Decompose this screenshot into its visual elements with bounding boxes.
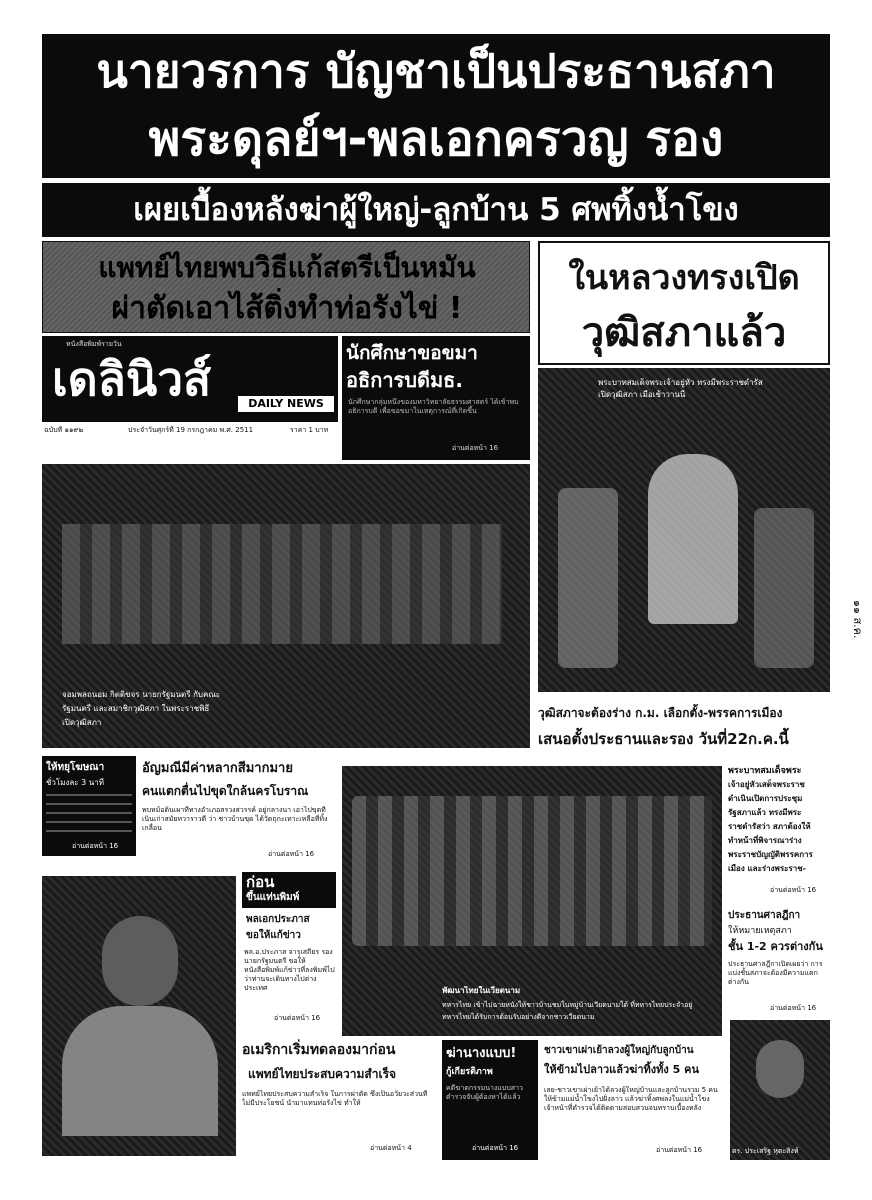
center-photo-caption-1: พัฒนาไทยในเวียดนาม (442, 986, 521, 995)
student-story-title-1: นักศึกษาขอขมา (346, 342, 478, 364)
main-photo-caption-3: เปิดวุฒิสภา (62, 718, 102, 727)
court-story (726, 906, 830, 1018)
before-press-continued: อ่านต่อหน้า 16 (274, 1014, 321, 1022)
treasure-story (140, 756, 338, 866)
portrait-right-caption: ดร. ประเสริฐ หุตะสิงห์ (732, 1147, 799, 1155)
main-photo-crowd (62, 524, 502, 644)
us-story-continued: อ่านต่อหน้า 4 (370, 1144, 412, 1152)
portrait-photo-right (730, 1020, 830, 1160)
right-story-line-6: ทำหน้าที่พิจารณาร่าง (728, 836, 802, 845)
masthead-issue: ฉบับที่ ๑๑๙๒ (44, 426, 84, 434)
villagers-story (542, 1040, 724, 1160)
ad-box-title-2: ชั่วโมงละ 3 นาที (46, 778, 105, 787)
ad-box-continued: อ่านต่อหน้า 16 (72, 842, 119, 850)
masthead (42, 336, 338, 422)
before-press-header (242, 872, 336, 908)
before-press-title-2: ขึ้นแท่นพิมพ์ (246, 892, 300, 903)
murder-box (442, 1040, 538, 1160)
headline-line-2: พระดุลย์ฯ-พลเอกครวญ รอง (148, 111, 724, 167)
right-story-continued: อ่านต่อหน้า 16 (770, 886, 817, 894)
villagers-story-continued: อ่านต่อหน้า 16 (656, 1146, 703, 1154)
treasure-story-body: พบหม้อดินเผาที่ทางอำเภอสรวงสวรรค์ อยู่กลางนา เอาไปขุดที่เนินเก่าสมัยทวาราวดี ว่า ชาวบ้านขุด ได้วัตถุกะเทาะเหลือที่ทิ้งเกลื่อน (142, 806, 328, 832)
student-story (342, 336, 530, 460)
right-story (726, 762, 830, 902)
left-banner-line-1: แพทย์ไทยพบวิธีแก้สตรีเป็นหมัน (98, 251, 476, 284)
right-story-line-5: ราชดำรัสว่า สภาต้องให้ (728, 822, 811, 831)
before-press-body: พล.อ.ประภาส จารุเสถียร รองนายกรัฐมนตรี ขอให้หนังสือพิมพ์แก้ข่าวที่ลงพิมพ์ไปว่าท่านจะเดินทางไปต่างประเทศ (244, 948, 335, 992)
throne-ornament (558, 488, 618, 668)
portrait-head (102, 916, 178, 1006)
right-story-line-2: เจ้าอยู่หัวเสด็จพระราช (728, 780, 805, 789)
throne-ornament-right (754, 508, 814, 668)
subheadline-block (42, 183, 830, 237)
senate-story-line-1: วุฒิสภาจะต้องร่าง ก.ม. เลือกตั้ง-พรรคการเมือง (538, 706, 783, 720)
murder-box-subtitle: กู้เกียรติภาพ (446, 1067, 493, 1077)
villagers-story-title-2: ให้ข้ามไปลาวแล้วฆ่าทิ้งทั้ง 5 คน (544, 1063, 699, 1076)
court-story-title-3: ชั้น 1-2 ควรต่างกัน (728, 940, 823, 953)
senate-story-line-2: เสนอตั้งประธานและรอง วันที่22ก.ค.นี้ (538, 730, 789, 748)
murder-box-body: คดีฆาตกรรมนางแบบสาว ตำรวจจับผู้ต้องหาได้แล้ว (446, 1084, 523, 1101)
murder-box-title: ฆ่านางแบบ! (446, 1046, 517, 1061)
left-banner (42, 241, 530, 333)
ad-box-lines (46, 794, 132, 834)
portrait-shoulders (62, 1006, 218, 1136)
treasure-story-title-2: คนแตกตื่นไปขุดใกล้นครโบราณ (142, 784, 309, 798)
right-banner (538, 241, 830, 365)
us-story-title-2: แพทย์ไทยประสบความสำเร็จ (248, 1067, 397, 1081)
us-story-body: แพทย์ไทยประสบความสำเร็จ ในการผ่าตัด ซึ่งเป็นอวัยวะส่วนที่ไม่มีประโยชน์ นำมาแทนท่อรังไข่ ทำให้ (242, 1090, 428, 1107)
before-press-item-2: ขอให้แก้ข่าว (246, 930, 301, 941)
right-story-line-8: เมือง และร่างพระราช- (728, 864, 806, 873)
before-press-box (240, 870, 338, 1030)
king-photo-caption-1: พระบาทสมเด็จพระเจ้าอยู่หัว ทรงมีพระราชดำรัส (598, 378, 763, 387)
masthead-name: เดลินิวส์ (52, 352, 212, 406)
student-story-continued: อ่านต่อหน้า 16 (452, 444, 499, 452)
masthead-price: ราคา 1 บาท (290, 426, 329, 434)
headline-line-3: เผยเบื้องหลังฆ่าผู้ใหญ่-ลูกบ้าน 5 ศพทิ้งน้ำโขง (133, 192, 739, 228)
masthead-tagline: หนังสือพิมพ์รายวัน (66, 340, 122, 348)
court-story-continued: อ่านต่อหน้า 16 (770, 1004, 817, 1012)
main-photo (42, 464, 530, 748)
headline-block (42, 34, 830, 178)
ad-box (42, 756, 136, 856)
right-banner-line-2: วุฒิสภาแล้ว (581, 310, 787, 356)
right-story-line-1: พระบาทสมเด็จพระ (728, 766, 802, 776)
murder-box-continued: อ่านต่อหน้า 16 (472, 1144, 519, 1152)
center-photo-crowd (352, 796, 712, 946)
main-photo-caption-1: จอมพลถนอม กิตติขจร นายกรัฐมนตรี กับคณะ (62, 690, 221, 699)
king-photo-caption-2: เปิดวุฒิสภา เมื่อเช้าวานนี้ (598, 390, 686, 399)
center-photo-caption-2: ทหารไทย เข้าไปฉายหนังให้ชาวบ้านชมในหมู่บ้านเวียดนามใต้ ที่ทหารไทยประจำอยู่ (442, 1001, 693, 1009)
left-banner-line-2: ผ่าตัดเอาไส้ติ่งทำท่อรังไข่ ! (111, 291, 463, 326)
before-press-item-1: พลเอกประภาส (246, 914, 310, 925)
portrait-photo-left (42, 876, 236, 1156)
treasure-story-title-1: อัญมณีมีค่าหลากสีมากมาย (142, 761, 293, 776)
us-story-title-1: อเมริกาเริ่มทดลองมาก่อน (242, 1042, 396, 1058)
ad-box-title-1: ให้ทยุโฆษณา (46, 762, 105, 773)
right-banner-line-1: ในหลวงทรงเปิด (568, 258, 800, 298)
court-story-body: ประธานศาลฎีกาเปิดเผยว่า การแบ่งชั้นสภาจะต้องมีความแตกต่างกัน (728, 960, 823, 986)
main-photo-caption-2: รัฐมนตรี และสมาชิกวุฒิสภา ในพระราชพิธี (62, 704, 210, 713)
masthead-date: ประจำวันศุกร์ที่ 19 กรกฎาคม พ.ศ. 2511 (128, 426, 254, 434)
us-story (240, 1036, 438, 1160)
court-story-title-1: ประธานศาลฎีกา (728, 910, 801, 921)
villagers-story-body: เลย-ชาวเขาเผ่าเย้าได้ลวงผู้ใหญ่บ้านและลูกบ้านรวม 5 คน ให้ข้ามแม่น้ำโขงไปฝั่งลาว แล้วฆ่าทิ้งศพลงในแม่น้ำโขง เจ้าหน้าที่ตำรวจได้ติดตามสอบสวนจนทราบเบื้องหลัง (544, 1086, 718, 1112)
student-story-body: นักศึกษากลุ่มหนึ่งของมหาวิทยาลัยธรรมศาสตร์ ได้เข้าพบอธิการบดี เพื่อขอขมาในเหตุการณ์ที่เกิดขึ้น (348, 398, 519, 415)
student-story-title-2: อธิการบดีมธ. (346, 368, 463, 392)
masthead-english: DAILY NEWS (238, 396, 334, 412)
treasure-story-continued: อ่านต่อหน้า 16 (268, 850, 315, 858)
portrait-right-head (756, 1040, 804, 1098)
margin-note: ๑๑ ส.ค. (851, 600, 864, 639)
right-story-line-3: ดำเนินเปิดการประชุม (728, 794, 803, 803)
before-press-title-1: ก่อน (246, 873, 275, 891)
senate-story (534, 700, 830, 756)
center-photo (342, 766, 722, 1036)
king-figure (648, 454, 738, 624)
court-story-title-2: ให้หมายเหตุสภา (728, 926, 792, 936)
headline-line-1: นายวรการ บัญชาเป็นประธานสภา (96, 44, 776, 98)
right-story-line-7: พระราชบัญญัติพรรคการ (728, 850, 813, 859)
king-photo (538, 368, 830, 692)
villagers-story-title-1: ชาวเขาเผ่าเย้าลวงผู้ใหญ่กับลูกบ้าน (544, 1045, 694, 1056)
center-photo-caption-3: ทหารไทยได้รับการต้อนรับอย่างดีจากชาวเวียดนาม (442, 1013, 595, 1021)
right-story-line-4: รัฐสภาแล้ว ทรงมีพระ (728, 808, 802, 817)
